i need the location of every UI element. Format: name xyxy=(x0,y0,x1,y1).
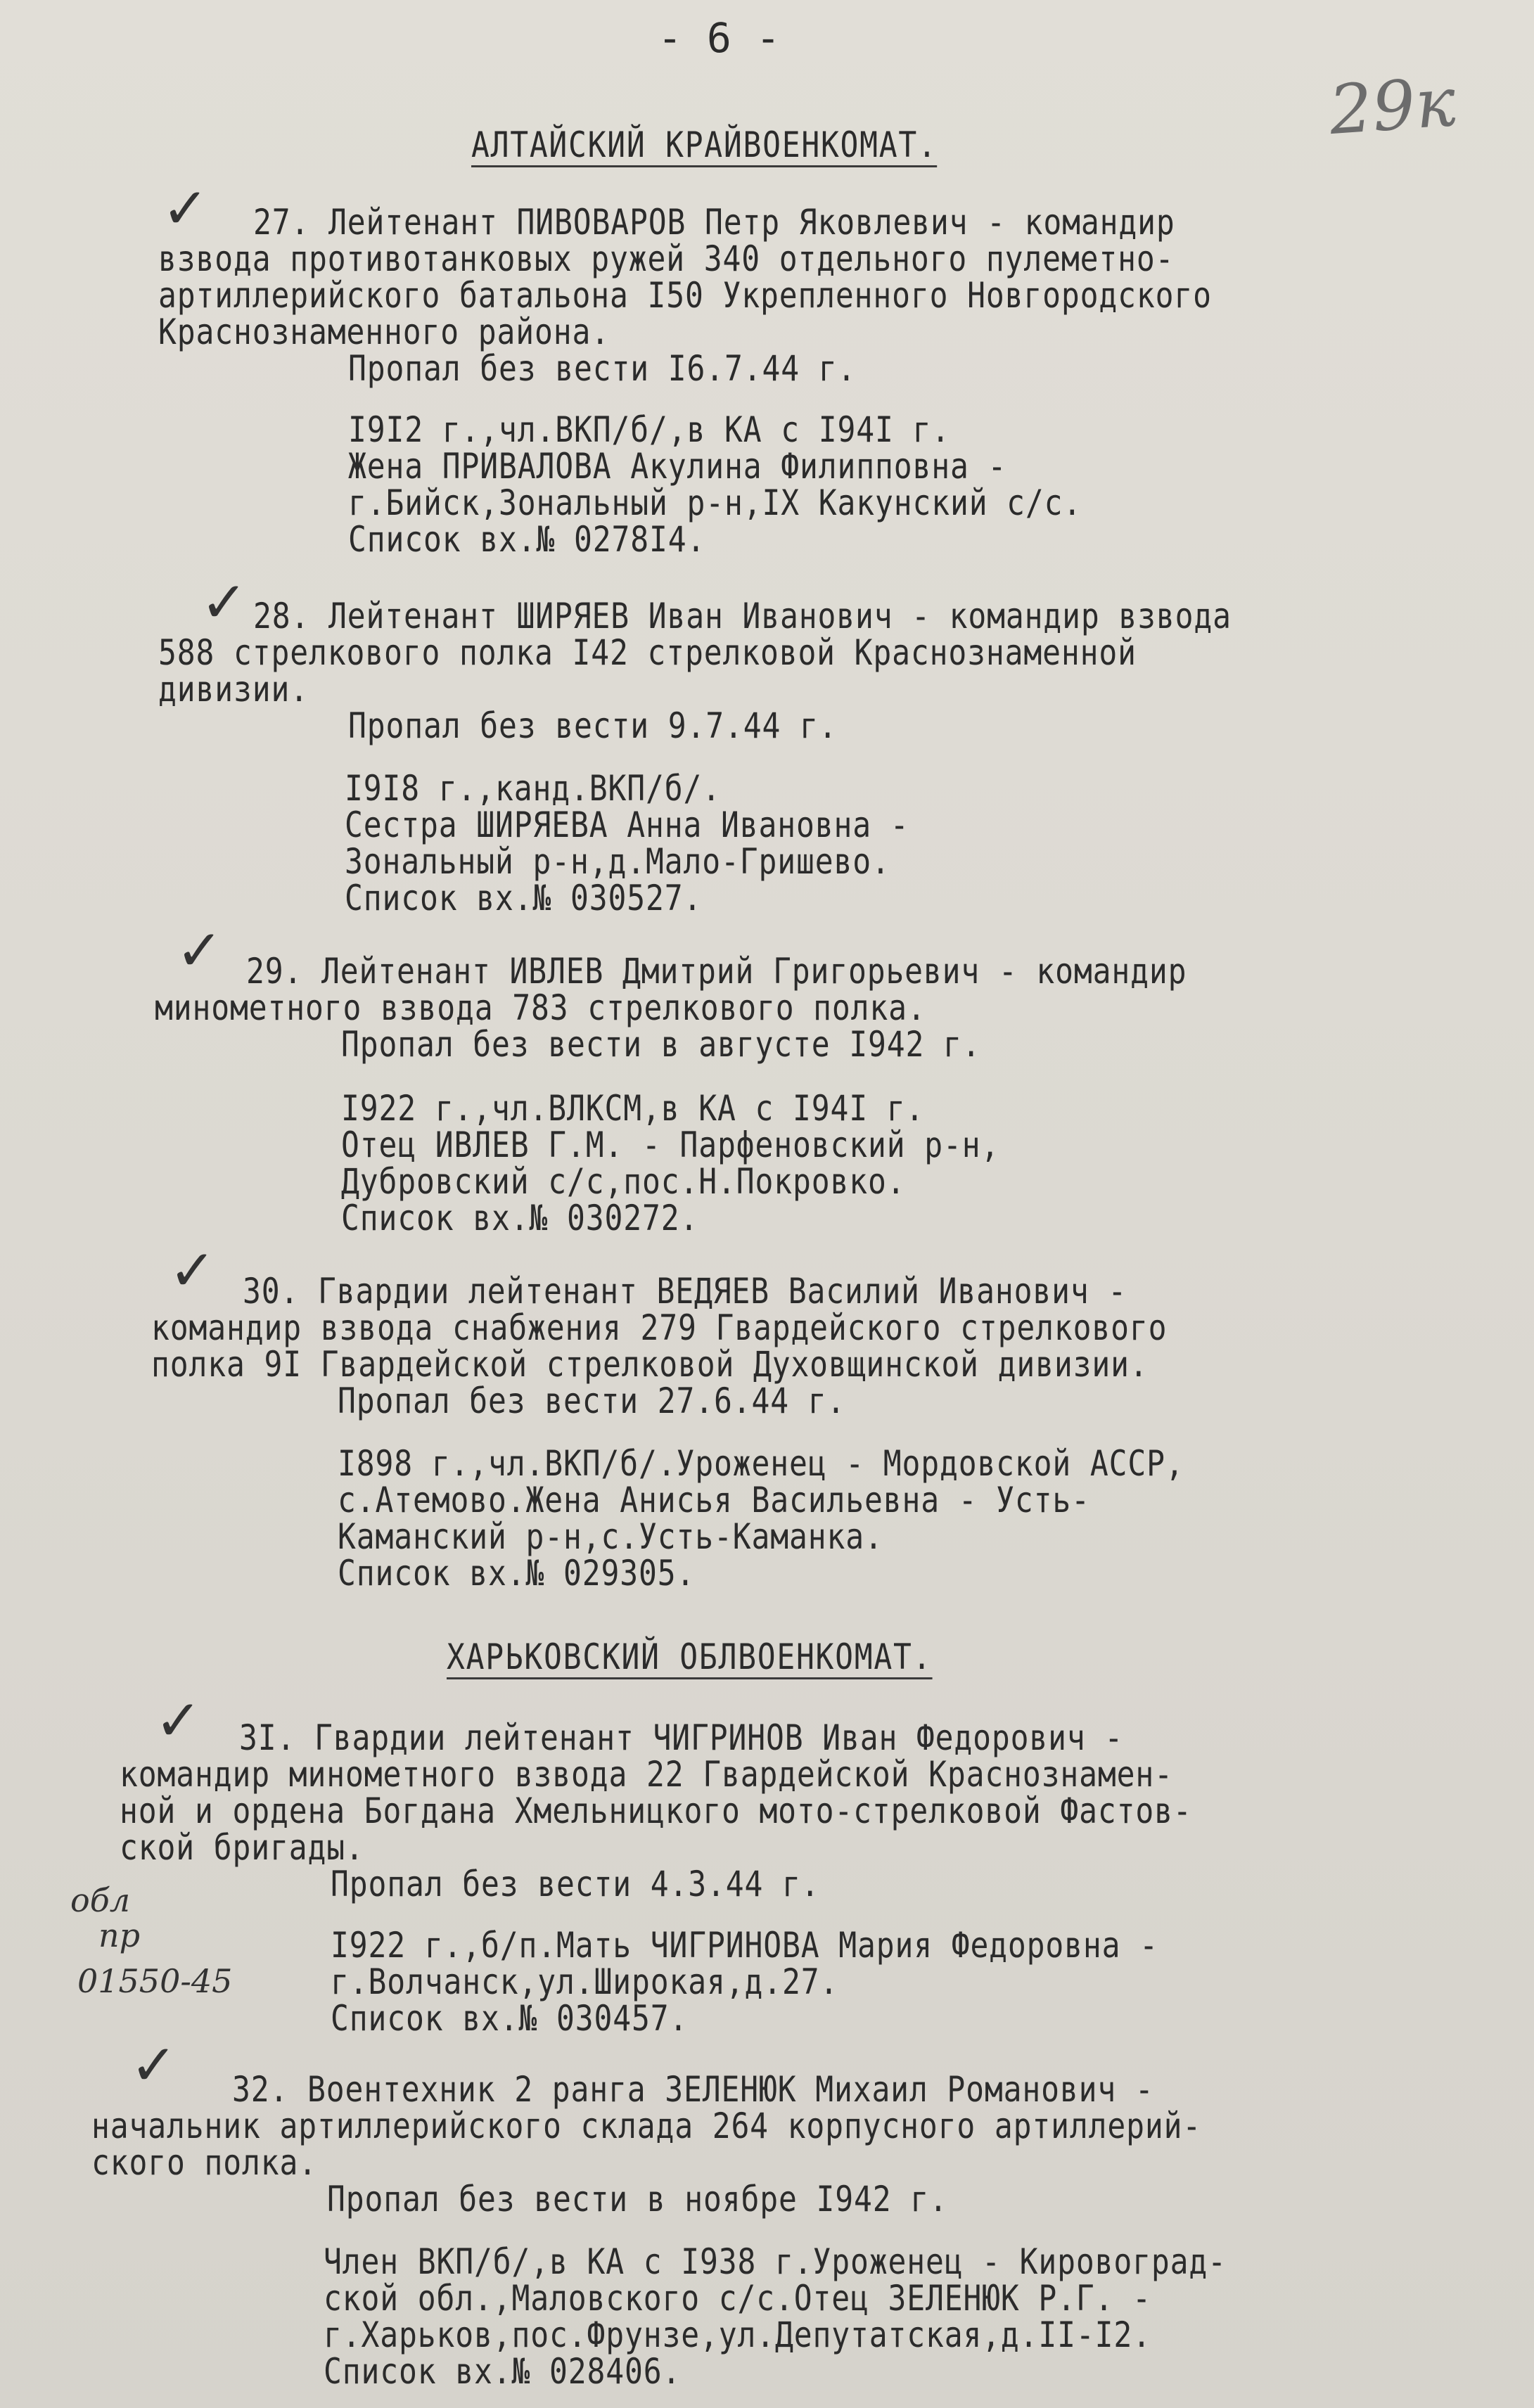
entry-detail-line: I898 г.,чл.ВКП/б/.Уроженец - Мордовской АССР, xyxy=(338,1443,1184,1484)
entry-detail-line: Список вх.№ 030527. xyxy=(345,878,703,918)
entry-detail-line: г.Бийск,Зональный р-н,IХ Какунский с/с. xyxy=(348,482,1082,523)
entry-status: Пропал без вести I6.7.44 г. xyxy=(348,348,857,389)
entry-title-line: 27. Лейтенант ПИВОВАРОВ Петр Яковлевич - командир xyxy=(253,202,1175,243)
check-mark-icon: ✓ xyxy=(200,570,248,635)
entry-detail-line: Список вх.№ 030457. xyxy=(331,1998,689,2039)
check-mark-icon: ✓ xyxy=(162,176,210,241)
entry-title-line: 30. Гвардии лейтенант ВЕДЯЕВ Василий Иванович - xyxy=(243,1271,1127,1312)
entry-detail-line: Сестра ШИРЯЕВА Анна Ивановна - xyxy=(345,805,909,845)
section-heading-altai: АЛТАЙСКИЙ КРАЙВОЕНКОМАТ. xyxy=(471,124,938,165)
entry-status: Пропал без вести 27.6.44 г. xyxy=(338,1381,846,1421)
entry-title-line: ской бригады. xyxy=(120,1827,364,1868)
entry-title-line: Краснознаменного района. xyxy=(158,312,610,352)
entry-detail-line: I9I2 г.,чл.ВКП/б/,в КА с I94I г. xyxy=(348,409,950,450)
entry-detail-line: с.Атемово.Жена Анисья Васильевна - Усть- xyxy=(338,1480,1090,1520)
entry-detail-line: г.Волчанск,ул.Широкая,д.27. xyxy=(331,1961,839,2002)
entry-detail-line: ской обл.,Маловского с/с.Отец ЗЕЛЕНЮК Р.Г. - xyxy=(324,2278,1151,2319)
entry-title-line: ной и ордена Богдана Хмельницкого мото-стрелковой Фастов- xyxy=(120,1791,1192,1831)
check-mark-icon: ✓ xyxy=(176,918,224,983)
section-heading-kharkov: ХАРЬКОВСКИЙ ОБЛВОЕНКОМАТ. xyxy=(447,1637,933,1677)
archive-stamp-number: 29к xyxy=(1327,62,1459,150)
margin-note-line: пр xyxy=(98,1916,141,1954)
entry-status: Пропал без вести 4.3.44 г. xyxy=(331,1864,820,1904)
entry-detail-line: г.Харьков,пос.Фрунзе,ул.Депутатская,д.II-I2. xyxy=(324,2314,1151,2355)
entry-title-line: 29. Лейтенант ИВЛЕВ Дмитрий Григорьевич - командир xyxy=(246,951,1187,992)
entry-detail-line: Список вх.№ 028406. xyxy=(324,2351,682,2392)
entry-detail-line: Зональный р-н,д.Мало-Гришево. xyxy=(345,841,890,882)
entry-title-line: 32. Воентехник 2 ранга ЗЕЛЕНЮК Михаил Романович - xyxy=(232,2069,1154,2110)
entry-status: Пропал без вести 9.7.44 г. xyxy=(348,705,838,746)
page-number: - 6 - xyxy=(658,14,781,62)
entry-detail-line: Список вх.№ 029305. xyxy=(338,1553,696,1594)
entry-title-line: артиллерийского батальона I50 Укрепленного Новгородского xyxy=(158,275,1212,316)
margin-note-line: обл xyxy=(70,1881,131,1919)
entry-title-line: полка 9I Гвардейской стрелковой Духовщинской дивизии. xyxy=(151,1344,1149,1385)
entry-detail-line: I922 г.,чл.ВЛКСМ,в КА с I94I г. xyxy=(341,1088,925,1129)
entry-title-line: командир минометного взвода 22 Гвардейской Краснознамен- xyxy=(120,1754,1173,1795)
entry-title-line: взвода противотанковых ружей 340 отдельного пулеметно- xyxy=(158,238,1175,279)
check-mark-icon: ✓ xyxy=(130,2032,178,2098)
entry-detail-line: Список вх.№ 0278I4. xyxy=(348,519,706,560)
entry-title-line: 28. Лейтенант ШИРЯЕВ Иван Иванович - командир взвода xyxy=(253,596,1232,636)
entry-detail-line: Отец ИВЛЕВ Г.М. - Парфеновский р-н, xyxy=(341,1125,1000,1165)
entry-detail-line: Жена ПРИВАЛОВА Акулина Филипповна - xyxy=(348,446,1007,487)
entry-title-line: ского полка. xyxy=(91,2142,317,2183)
entry-detail-line: Дубровский с/с,пос.Н.Покровко. xyxy=(341,1161,906,1202)
entry-title-line: командир взвода снабжения 279 Гвардейского стрелкового xyxy=(151,1307,1168,1348)
entry-detail-line: Каманский р-н,с.Усть-Каманка. xyxy=(338,1516,883,1557)
check-mark-icon: ✓ xyxy=(169,1238,217,1303)
margin-note-line: 01550-45 xyxy=(77,1962,233,2000)
entry-title-line: дивизии. xyxy=(158,669,309,710)
entry-detail-line: I9I8 г.,канд.ВКП/б/. xyxy=(345,768,721,809)
entry-detail-line: Список вх.№ 030272. xyxy=(341,1198,699,1238)
entry-detail-line: Член ВКП/б/,в КА с I938 г.Уроженец - Кировоград- xyxy=(324,2241,1227,2282)
entry-detail-line: I922 г.,б/п.Мать ЧИГРИНОВА Мария Федоровна - xyxy=(331,1925,1158,1966)
entry-status: Пропал без вести в ноябре I942 г. xyxy=(327,2179,948,2220)
entry-title-line: 588 стрелкового полка I42 стрелковой Краснознаменной xyxy=(158,632,1137,673)
entry-title-line: 3I. Гвардии лейтенант ЧИГРИНОВ Иван Федорович - xyxy=(239,1717,1124,1758)
check-mark-icon: ✓ xyxy=(155,1688,203,1753)
entry-status: Пропал без вести в августе I942 г. xyxy=(341,1024,981,1065)
entry-title-line: начальник артиллерийского склада 264 корпусного артиллерий- xyxy=(91,2106,1202,2146)
entry-title-line: минометного взвода 783 стрелкового полка. xyxy=(155,987,926,1028)
